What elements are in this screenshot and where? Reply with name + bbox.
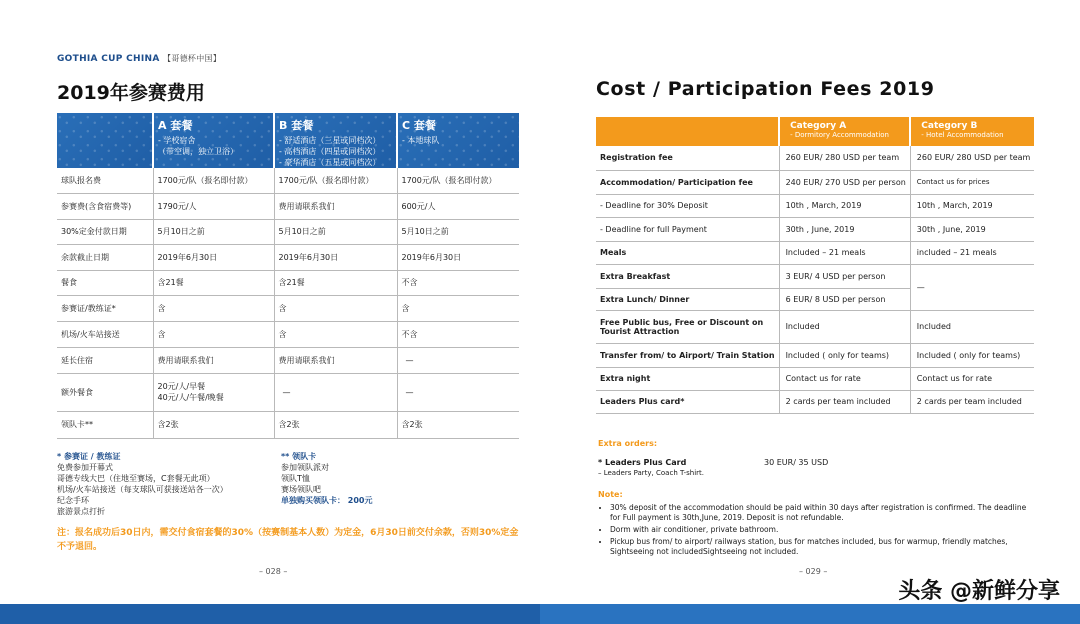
- header-cell: [397, 113, 519, 168]
- table-row: [596, 217, 1034, 241]
- brand-en: GOTHIA CUP CHINA: [57, 54, 160, 64]
- row-label: - Deadline for full Payment: [596, 217, 779, 241]
- note-participant-card: [57, 451, 287, 517]
- row-label: 延长住宿: [57, 347, 153, 373]
- table-cell: 1790元/人: [153, 193, 274, 219]
- header-cell: [274, 113, 397, 168]
- watermark: 头条 @新鲜分享: [898, 579, 1060, 604]
- header-category: C 套餐: [402, 119, 436, 132]
- header-category: Category B: [921, 121, 978, 131]
- table-row: [596, 241, 1034, 264]
- row-label: 球队报名费: [57, 168, 153, 193]
- table-cell: 2 cards per team included: [910, 390, 1034, 413]
- note-bullet: • 30% deposit of the accommodation should be paid within 30 days after registration is confirmed. The deadline for Full payment is 30th,June, 2019. Deposit is not refundable.: [610, 503, 1030, 523]
- row-label: - Deadline for 30% Deposit: [596, 194, 779, 217]
- table-cell: 5月10日之前: [274, 219, 397, 244]
- row-label: 参赛证/教练证*: [57, 295, 153, 321]
- table-row: [596, 146, 1034, 170]
- table-header-row: [596, 117, 1034, 146]
- table-cell: 1700元/队（报名即付款）: [397, 168, 519, 193]
- table-cell: Included ( only for teams): [910, 343, 1034, 367]
- row-label: Free Public bus, Free or Discount on Tourist Attraction: [596, 310, 779, 343]
- table-cell: 含2张: [153, 411, 274, 438]
- header-subtitle: - Dormitory Accommodation: [790, 131, 889, 139]
- table-row: [57, 244, 519, 270]
- header-subtitle: - 学校宿舍 （带空调，独立卫浴）: [158, 136, 238, 156]
- row-label: Leaders Plus card*: [596, 390, 779, 413]
- note-leader-buy: 单独购买领队卡： 200元: [281, 496, 373, 505]
- table-cell: 含21餐: [153, 270, 274, 295]
- table-cell: 1700元/队（报名即付款）: [274, 168, 397, 193]
- table-cell: Contact us for rate: [779, 367, 910, 390]
- page-title-en: Cost / Participation Fees 2019: [596, 78, 935, 100]
- table-cell: 30th , June, 2019: [910, 217, 1034, 241]
- table-cell: 260 EUR/ 280 USD per team: [910, 146, 1034, 170]
- table-row: [57, 168, 519, 193]
- table-cell: Included ( only for teams): [779, 343, 910, 367]
- header-subtitle: - 本地球队: [402, 136, 440, 145]
- row-label: 30%定金付款日期: [57, 219, 153, 244]
- row-label: 餐食: [57, 270, 153, 295]
- header-subtitle: - Hotel Accommodation: [921, 131, 1004, 139]
- table-cell: 240 EUR/ 270 USD per person: [779, 170, 910, 194]
- note-line: 赛场领队吧: [281, 485, 321, 494]
- table-cell: 5月10日之前: [397, 219, 519, 244]
- note-leader-card: [281, 451, 511, 506]
- extra-item-price: 30 EUR/ 35 USD: [764, 458, 829, 467]
- row-label: 余款截止日期: [57, 244, 153, 270]
- table-cell: 费用请联系我们: [153, 347, 274, 373]
- footnote-cn: 注：报名成功后30日内，需交付食宿套餐的30%（按赛制基本人数）为定金，6月30日前交付余款，否则30%定金不予退回。: [57, 528, 519, 552]
- header-category: A 套餐: [158, 119, 193, 132]
- table-cell: 含: [274, 295, 397, 321]
- row-label: Registration fee: [596, 146, 779, 170]
- row-label: 机场/火车站接送: [57, 321, 153, 347]
- note-line: 机场/火车站接送（每支球队可获接送站各一次）: [57, 485, 228, 494]
- table-row: [57, 270, 519, 295]
- table-cell: 3 EUR/ 4 USD per person: [779, 264, 910, 288]
- table-cell: 费用请联系我们: [274, 193, 397, 219]
- table-cell: 2019年6月30日: [274, 244, 397, 270]
- table-cell: 2019年6月30日: [397, 244, 519, 270]
- table-cell: 含: [153, 295, 274, 321]
- table-cell: 含2张: [397, 411, 519, 438]
- note-bullet: • Dorm with air conditioner, private bathroom.: [610, 525, 1030, 535]
- note-en-title: Note:: [598, 490, 623, 499]
- table-cell: 2 cards per team included: [779, 390, 910, 413]
- extra-item-row: [598, 457, 1038, 468]
- page-title-cn: 2019年参赛费用: [57, 82, 205, 104]
- table-cell: Contact us for rate: [910, 367, 1034, 390]
- note-en-bullets: [598, 503, 1030, 557]
- table-row: [596, 264, 1034, 288]
- table-row: [596, 194, 1034, 217]
- table-cell: 含: [397, 295, 519, 321]
- table-cell: —: [397, 347, 519, 373]
- table-row: [57, 193, 519, 219]
- table-cell: 含2张: [274, 411, 397, 438]
- table-header-row: [57, 113, 519, 168]
- header-category: B 套餐: [279, 119, 314, 132]
- header-cell: [153, 113, 274, 168]
- table-row: [596, 367, 1034, 390]
- note-leader-lines: [281, 462, 511, 495]
- extra-orders: [598, 438, 1038, 479]
- header-cell: [779, 117, 910, 146]
- header-cell: [910, 117, 1034, 146]
- table-cell: included – 21 meals: [910, 241, 1034, 264]
- header-cell: [596, 117, 779, 146]
- note-bullet: • Pickup bus from/ to airport/ railways station, bus for matches included, bus for warmup, friendly matches, Sightseeing not includedSightseeing not included.: [610, 537, 1030, 557]
- table-row: [57, 347, 519, 373]
- table-cell: 20元/人/早餐 40元/人/午餐/晚餐: [153, 373, 274, 411]
- table-cell: 2019年6月30日: [153, 244, 274, 270]
- row-label: Transfer from/ to Airport/ Train Station: [596, 343, 779, 367]
- fee-table-cn: [57, 113, 519, 439]
- footer-bar-left: [0, 604, 540, 624]
- extra-orders-title: Extra orders:: [598, 439, 658, 448]
- table-cell: 260 EUR/ 280 USD per team: [779, 146, 910, 170]
- table-cell: —: [274, 373, 397, 411]
- table-cell: 600元/人: [397, 193, 519, 219]
- row-label: Extra Lunch/ Dinner: [596, 288, 779, 310]
- table-row: [57, 321, 519, 347]
- table-cell: 含: [153, 321, 274, 347]
- footer-bar-right: [540, 604, 1080, 624]
- header-subtitle: - 舒适酒店（三星或同档次） - 高档酒店（四星或同档次） - 豪华酒店（五星或同档次）: [279, 136, 381, 167]
- note-line: 领队T恤: [281, 474, 310, 483]
- note-line: 纪念手环: [57, 496, 89, 505]
- brand-cn: 【哥德杯中国】: [163, 54, 222, 63]
- table-row: [57, 219, 519, 244]
- table-cell: 含: [274, 321, 397, 347]
- row-label: Extra Breakfast: [596, 264, 779, 288]
- note-line: 旅游景点打折: [57, 507, 105, 516]
- row-label: Meals: [596, 241, 779, 264]
- table-row: [57, 373, 519, 411]
- table-cell: 30th , June, 2019: [779, 217, 910, 241]
- table-row: [596, 343, 1034, 367]
- note-line: 哥德专线大巴（住地至赛场，C套餐无此项）: [57, 474, 215, 483]
- table-cell: 10th , March, 2019: [779, 194, 910, 217]
- table-row: [596, 310, 1034, 343]
- table-cell: Included: [910, 310, 1034, 343]
- header-category: Category A: [790, 121, 847, 131]
- table-row: [57, 411, 519, 438]
- table-cell: Contact us for prices: [910, 170, 1034, 194]
- table-cell: 10th , March, 2019: [910, 194, 1034, 217]
- table-cell: Included: [779, 310, 910, 343]
- table-row: [596, 170, 1034, 194]
- table-cell: 不含: [397, 270, 519, 295]
- brand-header: [57, 53, 221, 64]
- table-cell: 1700元/队（报名即付款）: [153, 168, 274, 193]
- table-cell: 含21餐: [274, 270, 397, 295]
- row-label: 额外餐食: [57, 373, 153, 411]
- table-cell: 不含: [397, 321, 519, 347]
- fee-table-en: [596, 117, 1034, 414]
- note-leader-title: ** 领队卡: [281, 452, 317, 461]
- table-cell: 5月10日之前: [153, 219, 274, 244]
- page-number-right: – 029 –: [799, 567, 828, 576]
- table-row: [57, 295, 519, 321]
- table-cell: —: [397, 373, 519, 411]
- table-cell: —: [910, 264, 1034, 310]
- note-line: 参加领队派对: [281, 463, 329, 472]
- note-participant-title: * 参赛证 / 教练证: [57, 452, 121, 461]
- table-cell: 费用请联系我们: [274, 347, 397, 373]
- page-number-left: – 028 –: [259, 567, 288, 576]
- note-line: 免费参加开幕式: [57, 463, 113, 472]
- table-cell: 6 EUR/ 8 USD per person: [779, 288, 910, 310]
- row-label: Extra night: [596, 367, 779, 390]
- note-participant-lines: [57, 462, 287, 517]
- note-en: [598, 490, 1030, 559]
- extra-item-name: * Leaders Plus Card: [598, 458, 687, 467]
- table-row: [596, 390, 1034, 413]
- row-label: 参赛费(含食宿费等): [57, 193, 153, 219]
- row-label: 领队卡**: [57, 411, 153, 438]
- row-label: Accommodation/ Participation fee: [596, 170, 779, 194]
- table-cell: Included – 21 meals: [779, 241, 910, 264]
- extra-item-desc: – Leaders Party, Coach T-shirt.: [598, 469, 705, 477]
- header-cell: [57, 113, 153, 168]
